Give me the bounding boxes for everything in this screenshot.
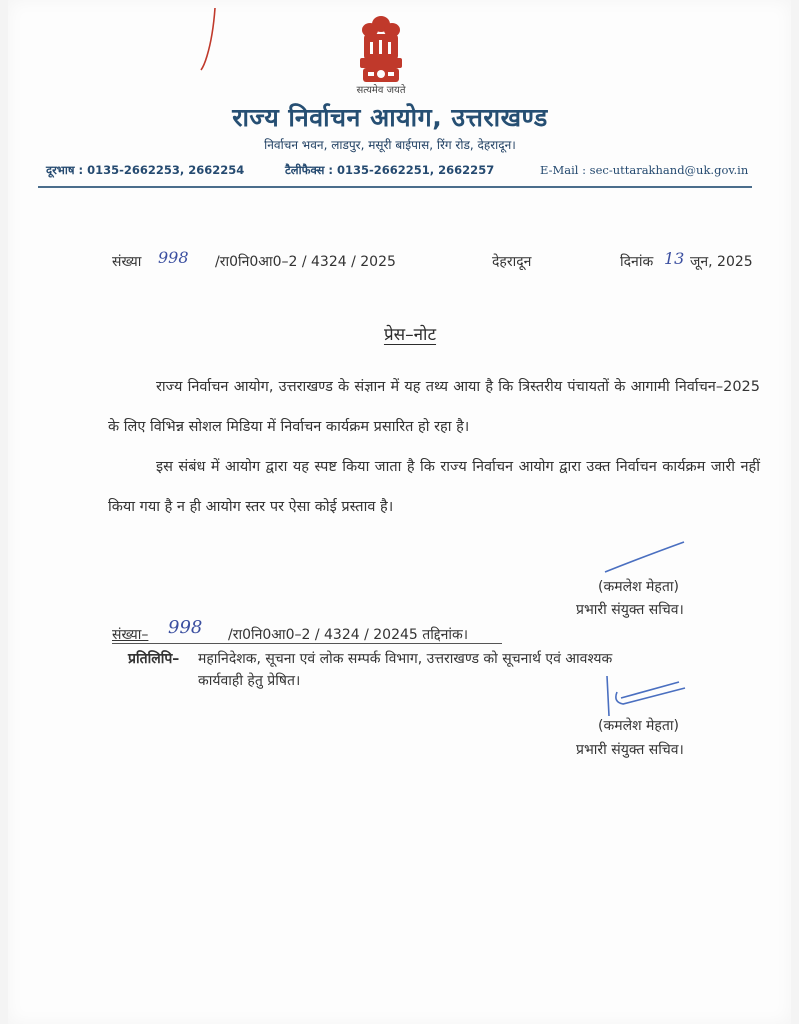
reference-place: देहरादून [492,254,532,270]
pratilipi-line-1: महानिदेशक, सूचना एवं लोक सम्पर्क विभाग, उत्तराखण्ड को सूचनार्थ एवं आवश्यक [198,651,613,667]
signatory-2-designation: प्रभारी संयुक्त सचिव। [576,742,684,758]
paragraph-1: राज्य निर्वाचन आयोग, उत्तराखण्ड के संज्ञान में यह तथ्य आया है कि त्रिस्तरीय पंचायतों के आगामी निर्वाचन–2025 के लिए विभिन्न सोशल मिडिया में निर्वाचन कार्यक्रम प्रसारित हो रहा है। [108,379,760,435]
organization-address: निर्वाचन भवन, लाडपुर, मसूरी बाईपास, रिंग रोड, देहरादून। [264,138,516,152]
signature-1-mark [600,538,690,578]
fax-numbers: टैलीफैक्स : 0135-2662251, 2662257 [285,163,495,177]
copy-reference-number: /रा0नि0आ0–2 / 4324 / 20245 तद्दिनांक। [228,627,469,643]
organization-title: राज्य निर्वाचन आयोग, उत्तराखण्ड [232,103,548,132]
press-note-heading: प्रेस–नोट [383,325,437,345]
copy-reference-label: संख्या– [112,627,149,643]
phone-numbers: दूरभाष : 0135-2662253, 2662254 [46,163,245,177]
reference-label: संख्या [112,254,142,270]
signatory-2-name: (कमलेश मेहता) [598,718,679,734]
date-label: दिनांक [620,254,654,270]
emblem-motto: सत्यमेव जयते [356,85,406,96]
copy-reference-underline [112,643,502,644]
pen-mark-decoration [195,6,225,76]
letterhead-divider [38,186,752,188]
copy-reference-number-handwritten: 998 [168,617,203,638]
reference-number-handwritten: 998 [158,248,189,267]
pratilipi-line-2: कार्यवाही हेतु प्रेषित। [198,673,301,689]
pratilipi-label: प्रतिलिपि– [128,651,180,667]
date-day-handwritten: 13 [664,249,685,268]
email-address: E-Mail : sec-uttarakhand@uk.gov.in [540,163,749,177]
signatory-1-name: (कमलेश मेहता) [598,579,679,595]
reference-number: /रा0नि0आ0–2 / 4324 / 2025 [215,254,396,270]
paragraph-2: इस संबंध में आयोग द्वारा यह स्पष्ट किया जाता है कि राज्य निर्वाचन आयोग द्वारा उक्त निर्वाचन कार्यक्रम जारी नहीं किया गया है न ही आयोग स्तर पर ऐसा कोई प्रस्ताव है। [108,459,760,515]
date-month-year: जून, 2025 [690,254,753,270]
signatory-1-designation: प्रभारी संयुक्त सचिव। [576,602,684,618]
